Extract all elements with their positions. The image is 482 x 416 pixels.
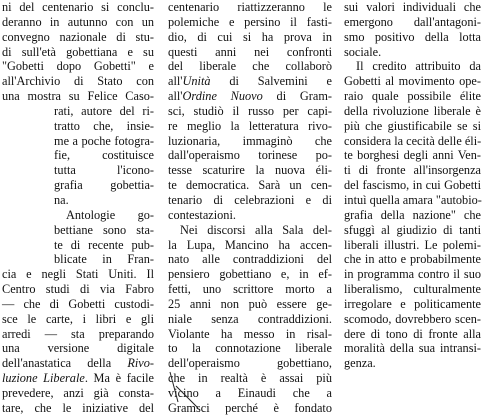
text-line: polemiche e persino il fasti- xyxy=(168,14,332,29)
italic-title: Ordine Nuovo xyxy=(182,89,263,104)
text-line: Antologie go- xyxy=(66,207,154,222)
italic-title: luzione Liberale xyxy=(2,371,85,386)
text-line: luzione Liberale. Ma è facile xyxy=(2,371,154,386)
text-line: una versione digitale xyxy=(2,341,154,356)
text-line: Gramsci perché è fondato xyxy=(168,400,332,415)
text-line: moralità della sua intransi- xyxy=(344,341,481,356)
text-line: raio quale possibile élite xyxy=(344,89,481,104)
text-line: Centro studi di via Fabro xyxy=(2,282,154,297)
text-line: dell'anastatica della Rivo- xyxy=(2,356,154,371)
text-line: all'Archivio di Stato con xyxy=(2,74,154,89)
text-line: — che di Gobetti custodi- xyxy=(2,296,154,311)
text-line: fetti, uno scrittore morto a xyxy=(168,282,332,297)
text-line: sfuggì al giudizio di tanti xyxy=(344,222,481,237)
text-line: Violante ha messo in risal- xyxy=(168,326,332,341)
text-line: del fascismo, in cui Gobetti xyxy=(344,178,481,193)
text-line: tare, che le iniziative del xyxy=(2,400,154,415)
text-line: questi anni nei confronti xyxy=(168,44,332,59)
text-line: liberali illustri. Le polemi- xyxy=(344,237,481,252)
text-line: centenario riattizzeranno le xyxy=(168,0,332,14)
text-line: 25 anni non può essere ge- xyxy=(168,296,332,311)
text-line: di sull'età gobettiana e su xyxy=(2,44,154,59)
text-line: all'Ordine Nuovo di Gram- xyxy=(168,89,332,104)
text-line: te di recente pub- xyxy=(54,237,154,252)
text-line: dall'operaismo torinese po- xyxy=(168,148,332,163)
text-line: tenario di celebrazioni e di xyxy=(168,192,332,207)
text-line: intuì quella amara "autobio- xyxy=(344,192,482,207)
text-line: che in realtà è assai più xyxy=(168,371,332,386)
text-line: sce le carte, i libri e gli xyxy=(2,311,154,326)
text-line: rati, autore del ri- xyxy=(54,103,154,118)
text-line: dere di tono di fronte alla xyxy=(344,326,481,341)
text-line: sui valori individuali che xyxy=(344,0,481,14)
text-line: na. xyxy=(54,192,69,207)
text-line: che in atto e probabilmente xyxy=(344,252,481,267)
text-line: to la connotazione liberale xyxy=(168,341,332,356)
text-line: te democratica. Sarà un cen- xyxy=(168,178,332,193)
text-line: nato alle contraddizioni del xyxy=(168,252,332,267)
text-line: in programma contro il suo xyxy=(344,267,481,282)
text-line: blicate in Fran- xyxy=(54,252,154,267)
text-line: contestazioni. xyxy=(168,207,236,222)
text-line: Nei discorsi alla Sala del- xyxy=(180,222,332,237)
text-line: Gobetti al movimento ope- xyxy=(344,74,481,89)
text-line: considera la cecità delle éli- xyxy=(344,133,482,148)
italic-title: Unità xyxy=(182,74,211,89)
text-line: arredi — sta preparando xyxy=(2,326,154,341)
text-line: scomodo, dovrebbero scen- xyxy=(344,311,481,326)
text-line: tesse scaturire la nuova éli- xyxy=(168,163,332,178)
text-line: fie, costituisce xyxy=(54,148,154,163)
text-line: all'Unità di Salvemini e xyxy=(168,74,332,89)
text-line: più che giustificabile se si xyxy=(344,118,481,133)
italic-title: Rivo- xyxy=(127,356,154,371)
text-line: convegno nazionale di stu- xyxy=(2,29,154,44)
text-line: dell'operaismo gobettiano, xyxy=(168,356,332,371)
text-line: tutta l'icono- xyxy=(54,163,154,178)
text-line: sociale. xyxy=(344,44,382,59)
text-line: bettiane sono sta- xyxy=(54,222,154,237)
text-line: niale senza contraddizioni. xyxy=(168,311,332,326)
text-line: genza. xyxy=(344,356,376,371)
text-line: una mostra su Felice Caso- xyxy=(2,89,154,104)
text-line: Il credito attribuito da xyxy=(356,59,481,74)
text-line: pensiero gobettiano e, in ef- xyxy=(168,267,332,282)
text-line: tratto che, insie- xyxy=(54,118,154,133)
text-line: luzionaria, immaginò che xyxy=(168,133,332,148)
text-line: emergono dall'antagoni- xyxy=(344,14,481,29)
text-line: grafia gobettia- xyxy=(54,178,154,193)
article-column-2 xyxy=(168,0,332,416)
text-line: ti di fronte all'insorgenza xyxy=(344,163,481,178)
text-line: "Gobetti dopo Gobetti" e xyxy=(2,59,154,74)
text-line: grafia della nazione" che xyxy=(344,207,481,222)
text-line: te borghesi degli anni Ven- xyxy=(344,148,481,163)
text-line: ni del centenario si conclu- xyxy=(2,0,154,14)
text-line: della rivoluzione liberale è xyxy=(344,103,481,118)
text-line: la Lupa, Mancino ha accen- xyxy=(168,237,332,252)
article-column-1 xyxy=(2,0,154,416)
text-line: sci, studiò il russo per capi- xyxy=(168,103,332,118)
text-line: dio, di cui si ha prova in xyxy=(168,29,332,44)
emphasis-name: Felice Caso- xyxy=(87,89,154,104)
text-line: prevedere, anzi già consta- xyxy=(2,385,154,400)
text-line: vicino a Einaudi che a xyxy=(168,385,332,400)
text-line: deranno in autunno con un xyxy=(2,14,154,29)
scan-mark xyxy=(168,372,208,408)
article-column-3 xyxy=(344,0,481,371)
text-line: cia e negli Stati Uniti. Il xyxy=(2,267,154,282)
text-line: smo positivo della lotta xyxy=(344,29,481,44)
text-line: del liberale che collaborò xyxy=(168,59,332,74)
text-line: me a poche fotogra- xyxy=(54,133,154,148)
text-line: liberalismo, culturalmente xyxy=(344,282,481,297)
text-line: irregolare e politicamente xyxy=(344,296,481,311)
text-line: re meglio la letteratura rivo- xyxy=(168,118,332,133)
